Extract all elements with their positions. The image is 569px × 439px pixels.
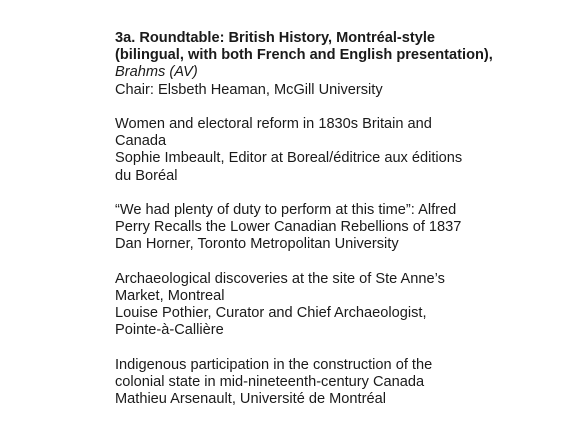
session-chair: Chair: Elsbeth Heaman, McGill University (115, 81, 383, 98)
spacer (115, 340, 535, 357)
paper-entry (115, 357, 535, 409)
paper-title: Canada (115, 133, 167, 150)
session-header (115, 30, 535, 99)
session-document (115, 30, 535, 408)
paper-entry (115, 202, 535, 254)
paper-title: Indigenous participation in the construction of the (115, 356, 433, 373)
session-room: Brahms (AV) (115, 64, 198, 81)
session-title-line-2: (bilingual, with both French and English presentation), (115, 47, 493, 64)
paper-entry (115, 271, 535, 340)
paper-presenter: du Boréal (115, 167, 178, 184)
paper-presenter: Dan Horner, Toronto Metropolitan University (115, 236, 399, 253)
paper-presenter: Mathieu Arsenault, Université de Montréal (115, 391, 386, 408)
spacer (115, 99, 535, 116)
session-title-line-1: 3a. Roundtable: British History, Montréal-style (115, 30, 436, 46)
paper-presenter: Sophie Imbeault, Editor at Boreal/éditrice aux éditions (115, 150, 463, 167)
paper-entry (115, 116, 535, 185)
spacer (115, 254, 535, 271)
paper-title: “We had plenty of duty to perform at this time”: Alfred (115, 202, 457, 218)
spacer (115, 185, 535, 202)
paper-presenter: Pointe-à-Callière (115, 322, 224, 339)
paper-title: Archaeological discoveries at the site of Ste Anne’s (115, 270, 445, 287)
paper-title: Perry Recalls the Lower Canadian Rebellions of 1837 (115, 219, 462, 236)
paper-title: Women and electoral reform in 1830s Britain and (115, 116, 432, 132)
paper-title: colonial state in mid-nineteenth-century Canada (115, 374, 425, 390)
paper-presenter: Louise Pothier, Curator and Chief Archaeologist, (115, 305, 427, 322)
paper-title: Market, Montreal (115, 288, 225, 304)
